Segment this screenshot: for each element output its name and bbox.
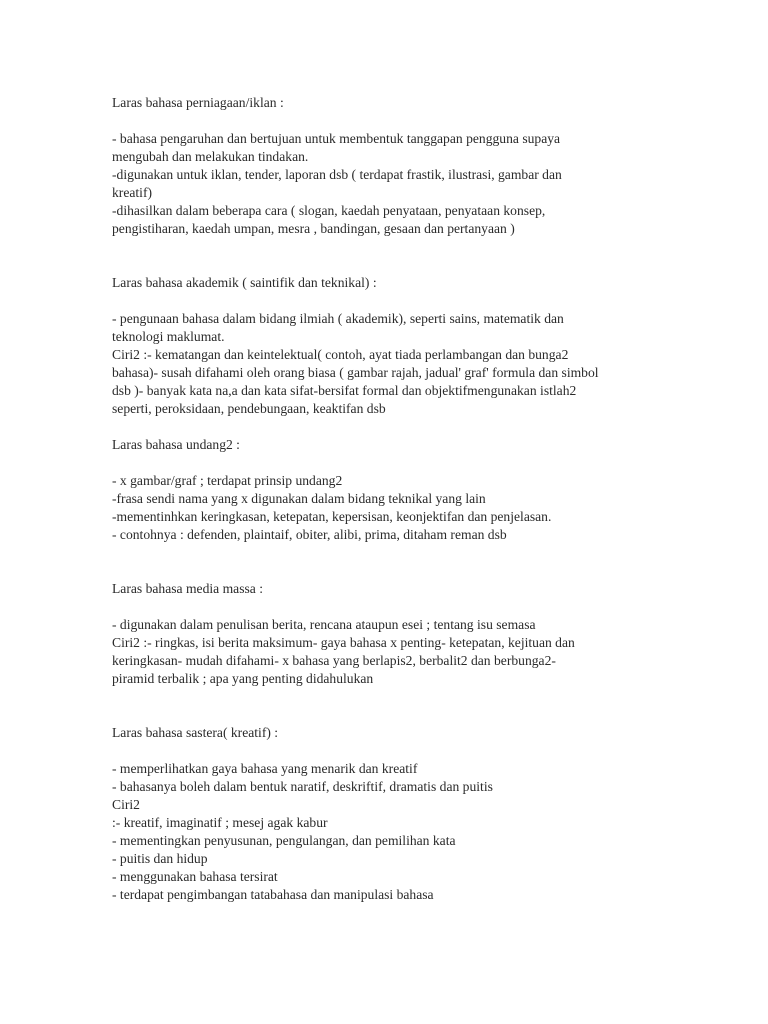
text-line: teknologi maklumat.: [112, 329, 225, 344]
text-line: Ciri2 :- ringkas, isi berita maksimum- gaya bahasa x penting- ketepatan, kejituan dan: [112, 635, 575, 650]
section-sastera: [112, 724, 652, 904]
text-line: - digunakan dalam penulisan berita, rencana ataupun esei ; tentang isu semasa: [112, 617, 536, 632]
section-undang: [112, 436, 652, 544]
text-line: - memperlihatkan gaya bahasa yang menarik dan kreatif: [112, 761, 418, 776]
text-line: mengubah dan melakukan tindakan.: [112, 149, 309, 164]
section-heading: Laras bahasa media massa :: [112, 581, 263, 596]
section-heading: Laras bahasa undang2 :: [112, 437, 240, 452]
text-line: Ciri2: [112, 797, 140, 812]
document-body: [112, 94, 652, 904]
section-media-massa: [112, 580, 652, 688]
text-line: - puitis dan hidup: [112, 851, 208, 866]
text-line: - contohnya : defenden, plaintaif, obiter, alibi, prima, ditaham reman dsb: [112, 527, 507, 542]
text-line: piramid terbalik ; apa yang penting didahulukan: [112, 671, 374, 686]
text-line: pengistiharan, kaedah umpan, mesra , bandingan, gesaan dan pertanyaan ): [112, 221, 515, 236]
section-perniagaan: [112, 94, 652, 238]
text-line: bahasa)- susah difahami oleh orang biasa ( gambar rajah, jadual' graf' formula dan simbol: [112, 365, 599, 380]
text-line: dsb )- banyak kata na,a dan kata sifat-bersifat formal dan objektifmengunakan istlah2: [112, 383, 577, 398]
text-line: -frasa sendi nama yang x digunakan dalam bidang teknikal yang lain: [112, 491, 486, 506]
section-heading: Laras bahasa akademik ( saintifik dan teknikal) :: [112, 275, 377, 290]
text-line: - x gambar/graf ; terdapat prinsip undang2: [112, 473, 343, 488]
section-akademik: [112, 274, 652, 418]
text-line: Ciri2 :- kematangan dan keintelektual( contoh, ayat tiada perlambangan dan bunga2: [112, 347, 569, 362]
text-line: - bahasa pengaruhan dan bertujuan untuk membentuk tanggapan pengguna supaya: [112, 131, 561, 146]
text-line: -dihasilkan dalam beberapa cara ( slogan, kaedah penyataan, penyataan konsep,: [112, 203, 546, 218]
text-line: seperti, peroksidaan, pendebungaan, keaktifan dsb: [112, 401, 386, 416]
section-heading: Laras bahasa sastera( kreatif) :: [112, 725, 279, 740]
section-heading: Laras bahasa perniagaan/iklan :: [112, 95, 284, 110]
text-line: -digunakan untuk iklan, tender, laporan dsb ( terdapat frastik, ilustrasi, gambar dan: [112, 167, 562, 182]
text-line: - mementingkan penyusunan, pengulangan, dan pemilihan kata: [112, 833, 456, 848]
text-line: - pengunaan bahasa dalam bidang ilmiah ( akademik), seperti sains, matematik dan: [112, 311, 564, 326]
text-line: -mementinhkan keringkasan, ketepatan, kepersisan, keonjektifan dan penjelasan.: [112, 509, 552, 524]
text-line: kreatif): [112, 185, 152, 200]
text-line: keringkasan- mudah difahami- x bahasa yang berlapis2, berbalit2 dan berbunga2-: [112, 653, 556, 668]
text-line: :- kreatif, imaginatif ; mesej agak kabur: [112, 815, 328, 830]
text-line: - menggunakan bahasa tersirat: [112, 869, 278, 884]
text-line: - bahasanya boleh dalam bentuk naratif, deskriftif, dramatis dan puitis: [112, 779, 493, 794]
text-line: - terdapat pengimbangan tatabahasa dan manipulasi bahasa: [112, 887, 434, 902]
